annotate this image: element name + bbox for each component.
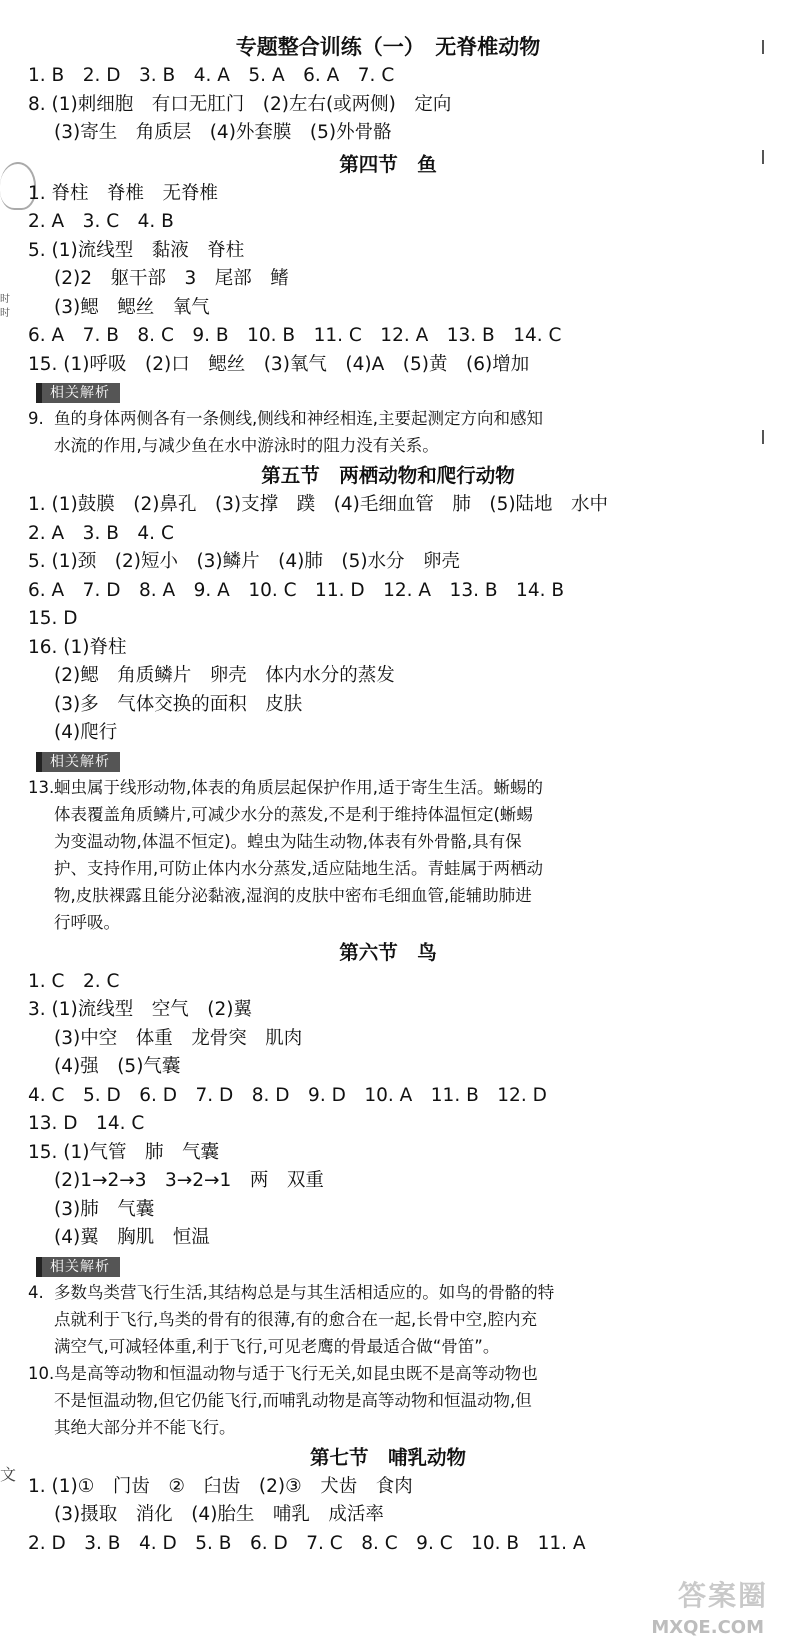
watermark-logo: 答案圈: [677, 1579, 768, 1612]
answer-line: 15. (1)气管 肺 气囊: [28, 1141, 220, 1163]
answer-line: (4)翼 胸肌 恒温: [54, 1227, 210, 1248]
answer-line: 16. (1)脊柱: [28, 636, 127, 658]
section-title-amphibians-reptiles: 第五节 两栖动物和爬行动物: [261, 464, 515, 487]
answer-line: (2)1→2→3 3→2→1 两 双重: [54, 1170, 324, 1191]
answer-line: 13. D 14. C: [28, 1113, 145, 1134]
analysis-paragraph: [28, 405, 748, 459]
answer-line: (3)肺 气囊: [54, 1198, 155, 1220]
answer-line: 1. (1)① 门齿 ② 臼齿 (2)③ 犬齿 食肉: [28, 1475, 413, 1497]
analysis-text: 蛔虫属于线形动物,体表的角质层起保护作用,适于寄生生活。蜥蜴的: [54, 777, 543, 797]
margin-right-mark: [762, 40, 782, 54]
answer-line: (4)强 (5)气囊: [54, 1056, 181, 1077]
analysis-text: 水流的作用,与减少鱼在水中游泳时的阻力没有关系。: [54, 436, 439, 455]
analysis-text: 其绝大部分并不能飞行。: [54, 1417, 236, 1437]
margin-left-fragment: 时: [0, 294, 10, 305]
answer-line: 2. A 3. B 4. C: [28, 522, 174, 544]
margin-left-fragment: 时: [0, 308, 10, 319]
answer-line: 2. A 3. C 4. B: [28, 211, 174, 232]
analysis-paragraph: [28, 1279, 748, 1441]
margin-left-fragment: 文: [0, 1465, 17, 1484]
analysis-tag: 相关解析: [36, 383, 120, 403]
analysis-text: 为变温动物,体温不恒定)。蝗虫为陆生动物,体表有外骨骼,具有保: [54, 831, 522, 851]
analysis-text: 满空气,可减轻体重,利于飞行,可见老鹰的骨最适合做“骨笛”。: [54, 1336, 500, 1356]
answer-line: 15. D: [28, 608, 78, 629]
analysis-number: 13.: [28, 777, 55, 797]
section-title-mammals: 第七节 哺乳动物: [309, 1445, 466, 1469]
answer-line: (3)多 气体交换的面积 皮肤: [54, 693, 303, 715]
answer-line: (3)寄生 角质层 (4)外套膜 (5)外骨骼: [54, 122, 392, 143]
answer-page: [28, 30, 748, 1558]
answer-line: 1. B 2. D 3. B 4. A 5. A 6. A 7. C: [28, 65, 395, 86]
answer-line: (2)2 躯干部 3 尾部 鳍: [54, 268, 289, 289]
answer-line: 3. (1)流线型 空气 (2)翼: [28, 999, 252, 1020]
analysis-text: 多数鸟类营飞行生活,其结构总是与其生活相适应的。如鸟的骨骼的特: [54, 1282, 555, 1302]
answer-line: (4)爬行: [54, 722, 118, 743]
answer-line: 1. 脊柱 脊椎 无脊椎: [28, 182, 219, 204]
analysis-number: 9.: [28, 409, 44, 428]
answer-line: 2. D 3. B 4. D 5. B 6. D 7. C 8. C 9. C 10. B 11. A: [28, 1532, 586, 1554]
analysis-text: 物,皮肤裸露且能分泌黏液,湿润的皮肤中密布毛细血管,能辅助肺进: [54, 885, 532, 905]
analysis-text: 不是恒温动物,但它仍能飞行,而哺乳动物是高等动物和恒温动物,但: [54, 1390, 532, 1410]
answer-line: (3)鳃 鳃丝 氧气: [54, 296, 210, 318]
answer-line: 6. A 7. B 8. C 9. B 10. B 11. C 12. A 13. B 14. C: [28, 325, 562, 346]
analysis-number: 10.: [28, 1363, 55, 1383]
page-title: 专题整合训练（一） 无脊椎动物: [235, 35, 541, 59]
section-title-fish: 第四节 鱼: [339, 152, 437, 176]
answer-line: (3)摄取 消化 (4)胎生 哺乳 成活率: [54, 1504, 384, 1525]
answer-line: 6. A 7. D 8. A 9. A 10. C 11. D 12. A 13. B 14. B: [28, 579, 565, 601]
answer-line: 5. (1)颈 (2)短小 (3)鳞片 (4)肺 (5)水分 卵壳: [28, 551, 461, 572]
analysis-text: 鸟是高等动物和恒温动物与适于飞行无关,如昆虫既不是高等动物也: [54, 1363, 538, 1383]
analysis-text: 点就利于飞行,鸟类的骨有的很薄,有的愈合在一起,长骨中空,腔内充: [54, 1309, 537, 1329]
answer-line: 5. (1)流线型 黏液 脊柱: [28, 239, 245, 261]
analysis-text: 鱼的身体两侧各有一条侧线,侧线和神经相连,主要起测定方向和感知: [54, 409, 543, 428]
margin-right-mark: [762, 430, 782, 444]
section-title-birds: 第六节 鸟: [339, 940, 437, 964]
answer-line: 15. (1)呼吸 (2)口 鳃丝 (3)氧气 (4)A (5)黄 (6)增加: [28, 353, 530, 375]
answer-line: 4. C 5. D 6. D 7. D 8. D 9. D 10. A 11. B 12. D: [28, 1084, 547, 1106]
answer-line: 8. (1)刺细胞 有口无肛门 (2)左右(或两侧) 定向: [28, 93, 452, 115]
analysis-tag: 相关解析: [36, 752, 120, 772]
answer-line: (2)鳃 角质鳞片 卵壳 体内水分的蒸发: [54, 665, 395, 686]
watermark-url: MXQE.COM: [651, 1617, 764, 1638]
answer-line: (3)中空 体重 龙骨突 肌肉: [54, 1027, 303, 1049]
analysis-text: 体表覆盖角质鳞片,可减少水分的蒸发,不是利于维持体温恒定(蜥蜴: [54, 804, 533, 824]
analysis-paragraph: [28, 774, 748, 936]
answer-line: 1. C 2. C: [28, 970, 120, 992]
analysis-number: 4.: [28, 1282, 44, 1302]
analysis-text: 行呼吸。: [54, 912, 120, 932]
analysis-tag: 相关解析: [36, 1257, 120, 1277]
analysis-text: 护、支持作用,可防止体内水分蒸发,适应陆地生活。青蛙属于两栖动: [54, 858, 543, 878]
margin-right-mark: [762, 150, 782, 164]
answer-line: 1. (1)鼓膜 (2)鼻孔 (3)支撑 蹼 (4)毛细血管 肺 (5)陆地 水中: [28, 494, 609, 515]
